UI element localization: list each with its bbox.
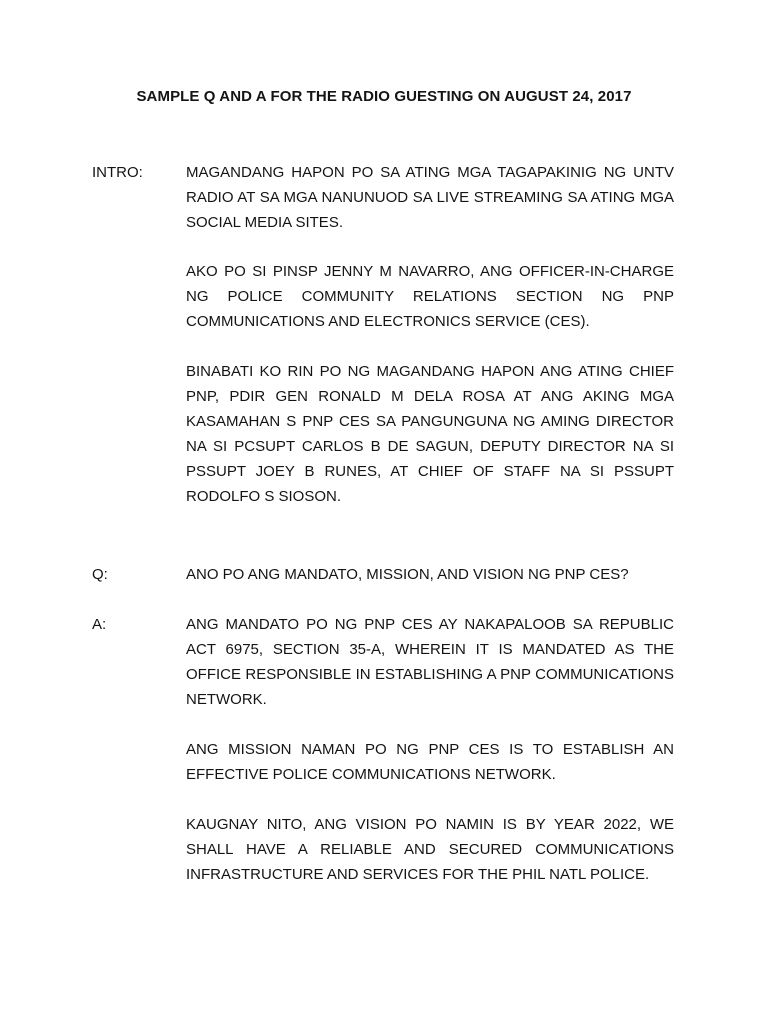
intro-paragraph-2: AKO PO SI PINSP JENNY M NAVARRO, ANG OFFICER-IN-CHARGE NG POLICE COMMUNITY RELATIONS SECTION NG PNP COMMUNICATIONS AND ELECTRONICS SERVICE (CES). <box>186 263 674 330</box>
question-text: ANO PO ANG MANDATO, MISSION, AND VISION NG PNP CES? <box>186 566 629 583</box>
intro-label: INTRO: <box>92 164 143 181</box>
answer-label: A: <box>92 616 107 633</box>
document-title: SAMPLE Q AND A FOR THE RADIO GUESTING ON AUGUST 24, 2017 <box>136 88 632 105</box>
answer-paragraph-3: KAUGNAY NITO, ANG VISION PO NAMIN IS BY YEAR 2022, WE SHALL HAVE A RELIABLE AND SECURED COMMUNICATIONS INFRASTRUCTURE AND SERVICES FOR THE PHIL NATL POLICE. <box>186 816 674 883</box>
intro-paragraph-3: BINABATI KO RIN PO NG MAGANDANG HAPON ANG ATING CHIEF PNP, PDIR GEN RONALD M DELA ROSA AT ANG AKING MGA KASAMAHAN S PNP CES SA PANGUNGUNA NG AMING DIRECTOR NA SI PCSUPT CARLOS B DE SAGUN, DEPUTY DIRECTOR NA SI PSSUPT JOEY B RUNES, AT CHIEF OF STAFF NA SI PSSUPT RODOLFO S SIOSON. <box>186 363 674 505</box>
question-label: Q: <box>92 566 108 583</box>
answer-paragraph-2: ANG MISSION NAMAN PO NG PNP CES IS TO ESTABLISH AN EFFECTIVE POLICE COMMUNICATIONS NETWORK. <box>186 741 674 783</box>
intro-paragraph-1: MAGANDANG HAPON PO SA ATING MGA TAGAPAKINIG NG UNTV RADIO AT SA MGA NANUNUOD SA LIVE STREAMING SA ATING MGA SOCIAL MEDIA SITES. <box>186 164 674 231</box>
answer-paragraph-1: ANG MANDATO PO NG PNP CES AY NAKAPALOOB SA REPUBLIC ACT 6975, SECTION 35-A, WHEREIN IT IS MANDATED AS THE OFFICE RESPONSIBLE IN ESTABLISHING A PNP COMMUNICATIONS NETWORK. <box>186 616 674 708</box>
